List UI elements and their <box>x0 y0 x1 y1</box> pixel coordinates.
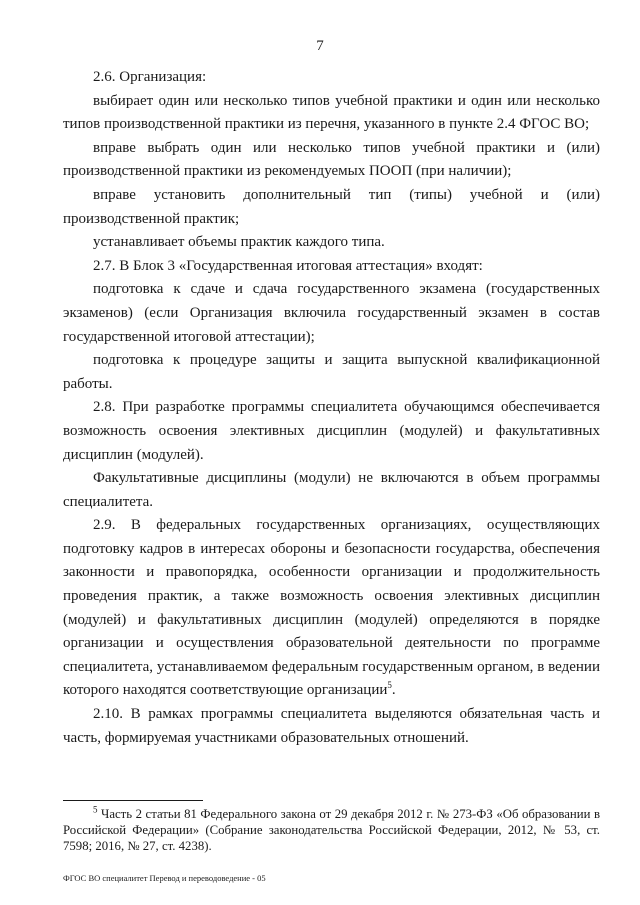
paragraph-2-7: 2.7. В Блок 3 «Государственная итоговая аттестация» входят: <box>93 257 483 274</box>
paragraph-2-6-item-1: выбирает один или несколько типов учебной практики и один или несколько типов производственной практики из перечня, указанного в пункте 2.4 ФГОС ВО; <box>63 92 600 133</box>
page-footer: ФГОС ВО специалитет Перевод и переводоведение - 05 <box>63 873 266 883</box>
paragraph-2-10: 2.10. В рамках программы специалитета выделяются обязательная часть и часть, формируемая участниками образовательных отношений. <box>63 706 600 746</box>
paragraph-2-8: 2.8. При разработке программы специалитета обучающимся обеспечивается возможность освоения элективных дисциплин (модулей) и факультативных дисциплин (модулей). <box>63 399 600 463</box>
paragraph-2-6-item-2: вправе выбрать один или несколько типов учебной практики и (или) производственной практики из рекомендуемых ПООП (при наличии); <box>63 139 600 180</box>
paragraph-2-7-item-2: подготовка к процедуре защиты и защита выпускной квалификационной работы. <box>63 352 600 392</box>
paragraph-2-6-item-4: устанавливает объемы практик каждого типа. <box>93 234 385 251</box>
paragraph-2-6-item-3: вправе установить дополнительный тип (типы) учебной и (или) производственной практик; <box>63 186 600 227</box>
paragraph-2-8-note: Факультативные дисциплины (модули) не включаются в объем программы специалитета. <box>63 470 600 510</box>
paragraph-2-7-item-1: подготовка к сдаче и сдача государственного экзамена (государственных экзаменов) (если Организация включила государственный экзамен в состав государственной итоговой аттестации); <box>63 281 600 345</box>
body-text <box>63 66 600 750</box>
footnote-text: Часть 2 статьи 81 Федерального закона от 29 декабря 2012 г. № 273-ФЗ «Об образовании в Российской Федерации» (Собрание законодательства Российской Федерации, 2012, № 53, ст. 7598; 2016, № 27, ст. 4238). <box>63 807 600 853</box>
footnote-reference: 5 <box>387 680 392 691</box>
footnote-divider <box>63 800 203 801</box>
paragraph-2-9-text: 2.9. В федеральных государственных организациях, осуществляющих подготовку кадров в интересах обороны и безопасности государства, обеспечения законности и правопорядка, особенности организации и продолжительность проведения практик, а также возможность освоения элективных дисциплин (модулей) и факультативных дисциплин (модулей) определяются в порядке организации и осуществления образовательной деятельности по программе специалитета, устанавливаемом федеральным государственным органом, в ведении которого находятся соответствующие организации <box>63 517 600 699</box>
page-number: 7 <box>316 38 324 54</box>
paragraph-2-6: 2.6. Организация: <box>93 69 207 85</box>
paragraph-2-9 <box>63 514 600 703</box>
paragraph-2-9-end: . <box>391 682 396 699</box>
footnote <box>63 806 600 854</box>
footnote-marker: 5 <box>93 804 98 815</box>
